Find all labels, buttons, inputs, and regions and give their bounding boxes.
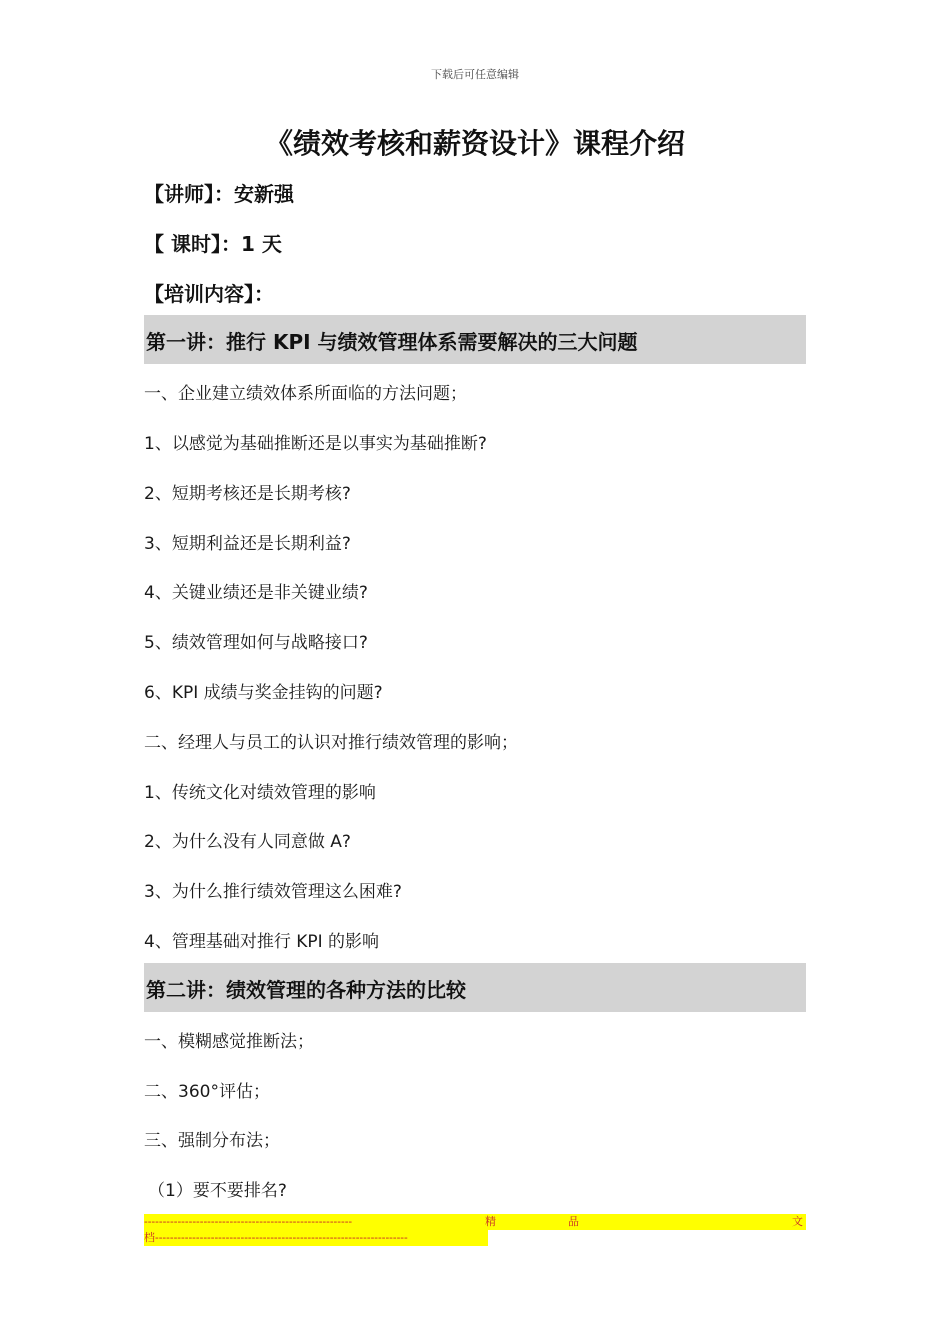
- list-item: 2、短期考核还是长期考核?: [144, 484, 351, 504]
- page-watermark: 下载后可任意编辑: [431, 68, 519, 81]
- training-content-label: 【培训内容】：: [144, 282, 274, 306]
- list-item: 一、模糊感觉推断法；: [144, 1032, 314, 1052]
- footer-dashes: --------------------------------------------------------: [144, 1215, 353, 1228]
- footer-char-1: 精: [485, 1215, 496, 1228]
- list-item: 三、强制分布法；: [144, 1131, 280, 1151]
- section-heading-1: [144, 315, 806, 364]
- list-item: 5、绩效管理如何与战略接口?: [144, 633, 368, 653]
- section-heading-2-text: 第二讲：绩效管理的各种方法的比较: [146, 978, 466, 1002]
- list-item: 4、关键业绩还是非关键业绩?: [144, 583, 368, 603]
- section-heading-2: [144, 963, 806, 1012]
- list-item: 二、360°评估；: [144, 1082, 270, 1102]
- list-item: 1、传统文化对绩效管理的影响: [144, 783, 376, 803]
- list-item: （1）要不要排名?: [148, 1181, 287, 1201]
- section-heading-1-text: 第一讲：推行 KPI 与绩效管理体系需要解决的三大问题: [146, 330, 638, 354]
- lecturer-line: 【讲师】：安新强: [144, 182, 294, 206]
- list-item: 6、KPI 成绩与奖金挂钩的问题?: [144, 683, 383, 703]
- document-title: 《绩效考核和薪资设计》课程介绍: [264, 127, 685, 160]
- list-item: 二、经理人与员工的认识对推行绩效管理的影响；: [144, 733, 518, 753]
- footer-banner: [144, 1214, 806, 1230]
- footer-char-2: 品: [568, 1215, 579, 1228]
- footer-banner-line-2: 档--------------------------------------------------------------------: [144, 1230, 488, 1246]
- footer-char-3: 文: [792, 1215, 803, 1228]
- list-item: 3、为什么推行绩效管理这么困难?: [144, 882, 402, 902]
- course-hours-line: 【 课时】：1 天: [144, 232, 282, 256]
- list-item: 2、为什么没有人同意做 A?: [144, 832, 351, 852]
- list-item: 一、企业建立绩效体系所面临的方法问题；: [144, 384, 467, 404]
- list-item: 3、短期利益还是长期利益?: [144, 534, 351, 554]
- list-item: 1、以感觉为基础推断还是以事实为基础推断?: [144, 434, 487, 454]
- list-item: 4、管理基础对推行 KPI 的影响: [144, 932, 380, 952]
